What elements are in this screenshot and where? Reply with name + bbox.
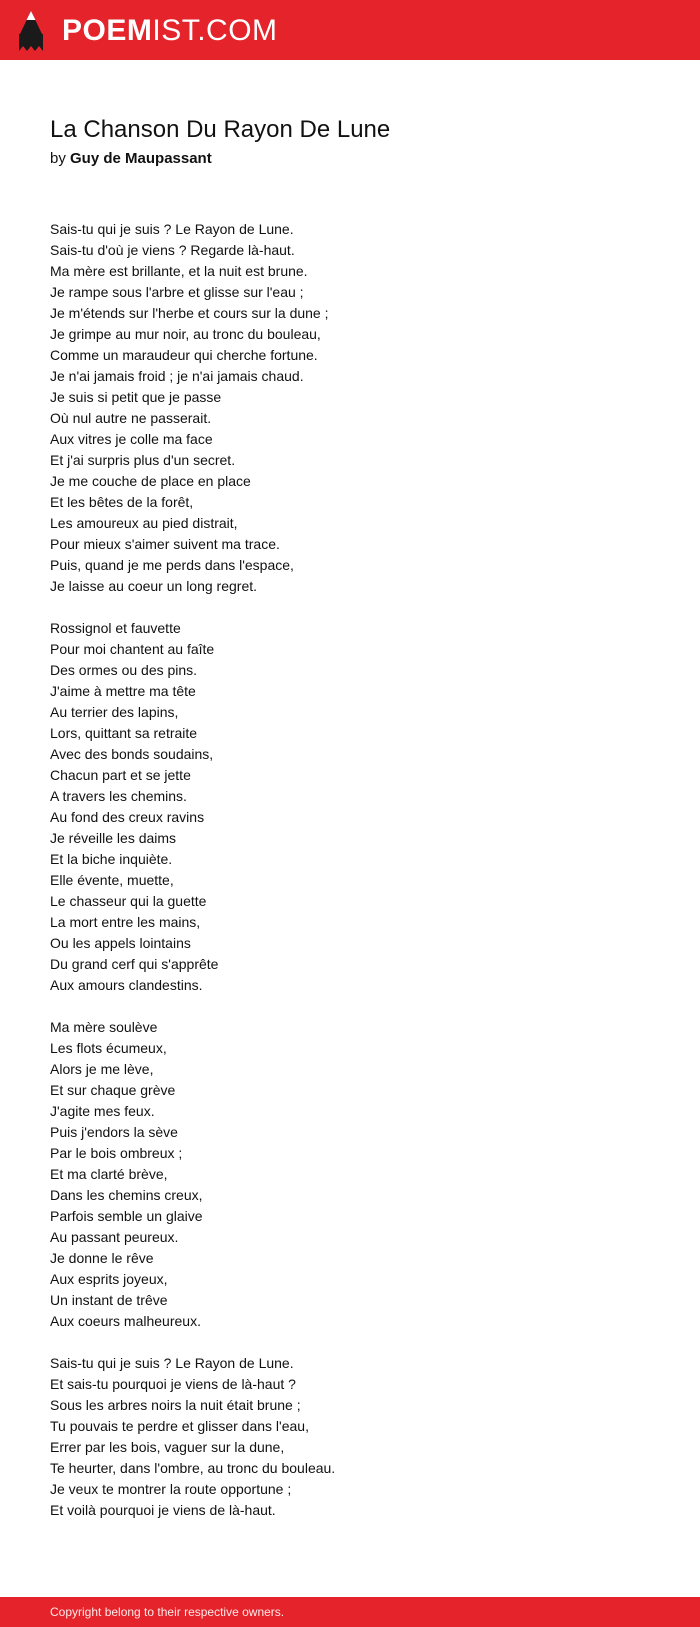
poem-line: Sous les arbres noirs la nuit était brune ; [50, 1397, 301, 1413]
poem-line: Je réveille les daims [50, 830, 177, 846]
site-logo-link[interactable] [18, 10, 278, 52]
site-header [0, 0, 700, 60]
poem-line: Et ma clarté brève, [50, 1166, 168, 1182]
poem-line: Par le bois ombreux ; [50, 1145, 183, 1161]
poem-stanza [50, 1353, 650, 1521]
poem-line: Je donne le rêve [50, 1250, 154, 1266]
poem-line: Parfois semble un glaive [50, 1208, 203, 1224]
site-footer [0, 1597, 700, 1627]
poem-author: Guy de Maupassant [70, 150, 212, 167]
poem-title: La Chanson Du Rayon De Lune [50, 116, 391, 143]
poem-line: Et les bêtes de la forêt, [50, 494, 194, 510]
poem-line: Te heurter, dans l'ombre, au tronc du bouleau. [50, 1460, 336, 1476]
poem-line: Je laisse au coeur un long regret. [50, 578, 258, 594]
poem-line: Aux vitres je colle ma face [50, 431, 213, 447]
poem-line: Je me couche de place en place [50, 473, 251, 489]
poem-line: Elle évente, muette, [50, 872, 174, 888]
poem-line: Rossignol et fauvette [50, 620, 181, 636]
poem-line: Je suis si petit que je passe [50, 389, 222, 405]
poem-line: Et la biche inquiète. [50, 851, 173, 867]
poem-line: Errer par les bois, vaguer sur la dune, [50, 1439, 285, 1455]
poem-line: Les amoureux au pied distrait, [50, 515, 238, 531]
poem-line: Lors, quittant sa retraite [50, 725, 198, 741]
poem-line: Tu pouvais te perdre et glisser dans l'eau, [50, 1418, 309, 1434]
poem-line: Où nul autre ne passerait. [50, 410, 212, 426]
poem-line: Des ormes ou des pins. [50, 662, 198, 678]
poem-stanza [50, 1017, 650, 1332]
poem-line: Et voilà pourquoi je viens de là-haut. [50, 1502, 276, 1518]
poem-line: La mort entre les mains, [50, 914, 201, 930]
poem-stanza [50, 219, 650, 597]
poem-stanza [50, 618, 650, 996]
poem-line: Aux esprits joyeux, [50, 1271, 168, 1287]
byline-label: by [50, 150, 66, 167]
poem-line: Chacun part et se jette [50, 767, 191, 783]
poem-line: A travers les chemins. [50, 788, 187, 804]
pencil-icon [18, 10, 44, 52]
logo-text-light: IST.COM [152, 14, 278, 47]
poem-line: Les flots écumeux, [50, 1040, 167, 1056]
poem-line: Je veux te montrer la route opportune ; [50, 1481, 292, 1497]
poem-line: Je m'étends sur l'herbe et cours sur la dune ; [50, 305, 329, 321]
poem-line: J'agite mes feux. [50, 1103, 155, 1119]
poem-body [50, 219, 650, 1542]
poem-line: Un instant de trêve [50, 1292, 168, 1308]
poem-line: Pour moi chantent au faîte [50, 641, 215, 657]
poem-line: Ou les appels lointains [50, 935, 191, 951]
poem-line: Au fond des creux ravins [50, 809, 205, 825]
poem-line: Et sais-tu pourquoi je viens de là-haut ? [50, 1376, 296, 1392]
poem-line: Puis j'endors la sève [50, 1124, 178, 1140]
poem-line: Ma mère est brillante, et la nuit est brune. [50, 263, 308, 279]
poem-line: Comme un maraudeur qui cherche fortune. [50, 347, 318, 363]
poem-line: Ma mère soulève [50, 1019, 158, 1035]
poem-line: Au passant peureux. [50, 1229, 179, 1245]
poem-line: Et j'ai surpris plus d'un secret. [50, 452, 236, 468]
poem-line: Aux amours clandestins. [50, 977, 203, 993]
poem-line: Puis, quand je me perds dans l'espace, [50, 557, 294, 573]
poem-line: Et sur chaque grève [50, 1082, 176, 1098]
poem-line: Je n'ai jamais froid ; je n'ai jamais chaud. [50, 368, 304, 384]
logo-text-bold: POEM [62, 14, 153, 47]
poem-line: Le chasseur qui la guette [50, 893, 207, 909]
poem-line: Je rampe sous l'arbre et glisse sur l'eau ; [50, 284, 304, 300]
poem-line: J'aime à mettre ma tête [50, 683, 196, 699]
poem-byline [50, 148, 212, 170]
poem-line: Sais-tu qui je suis ? Le Rayon de Lune. [50, 221, 294, 237]
poem-line: Du grand cerf qui s'apprête [50, 956, 219, 972]
poem-line: Sais-tu d'où je viens ? Regarde là-haut. [50, 242, 295, 258]
copyright-text: Copyright belong to their respective owners. [50, 1605, 285, 1619]
site-logo-text [62, 10, 278, 52]
poem-line: Je grimpe au mur noir, au tronc du bouleau, [50, 326, 321, 342]
poem-line: Alors je me lève, [50, 1061, 154, 1077]
poem-line: Aux coeurs malheureux. [50, 1313, 201, 1329]
poem-line: Au terrier des lapins, [50, 704, 179, 720]
poem-line: Sais-tu qui je suis ? Le Rayon de Lune. [50, 1355, 294, 1371]
poem-line: Avec des bonds soudains, [50, 746, 214, 762]
poem-line: Dans les chemins creux, [50, 1187, 203, 1203]
poem-line: Pour mieux s'aimer suivent ma trace. [50, 536, 280, 552]
